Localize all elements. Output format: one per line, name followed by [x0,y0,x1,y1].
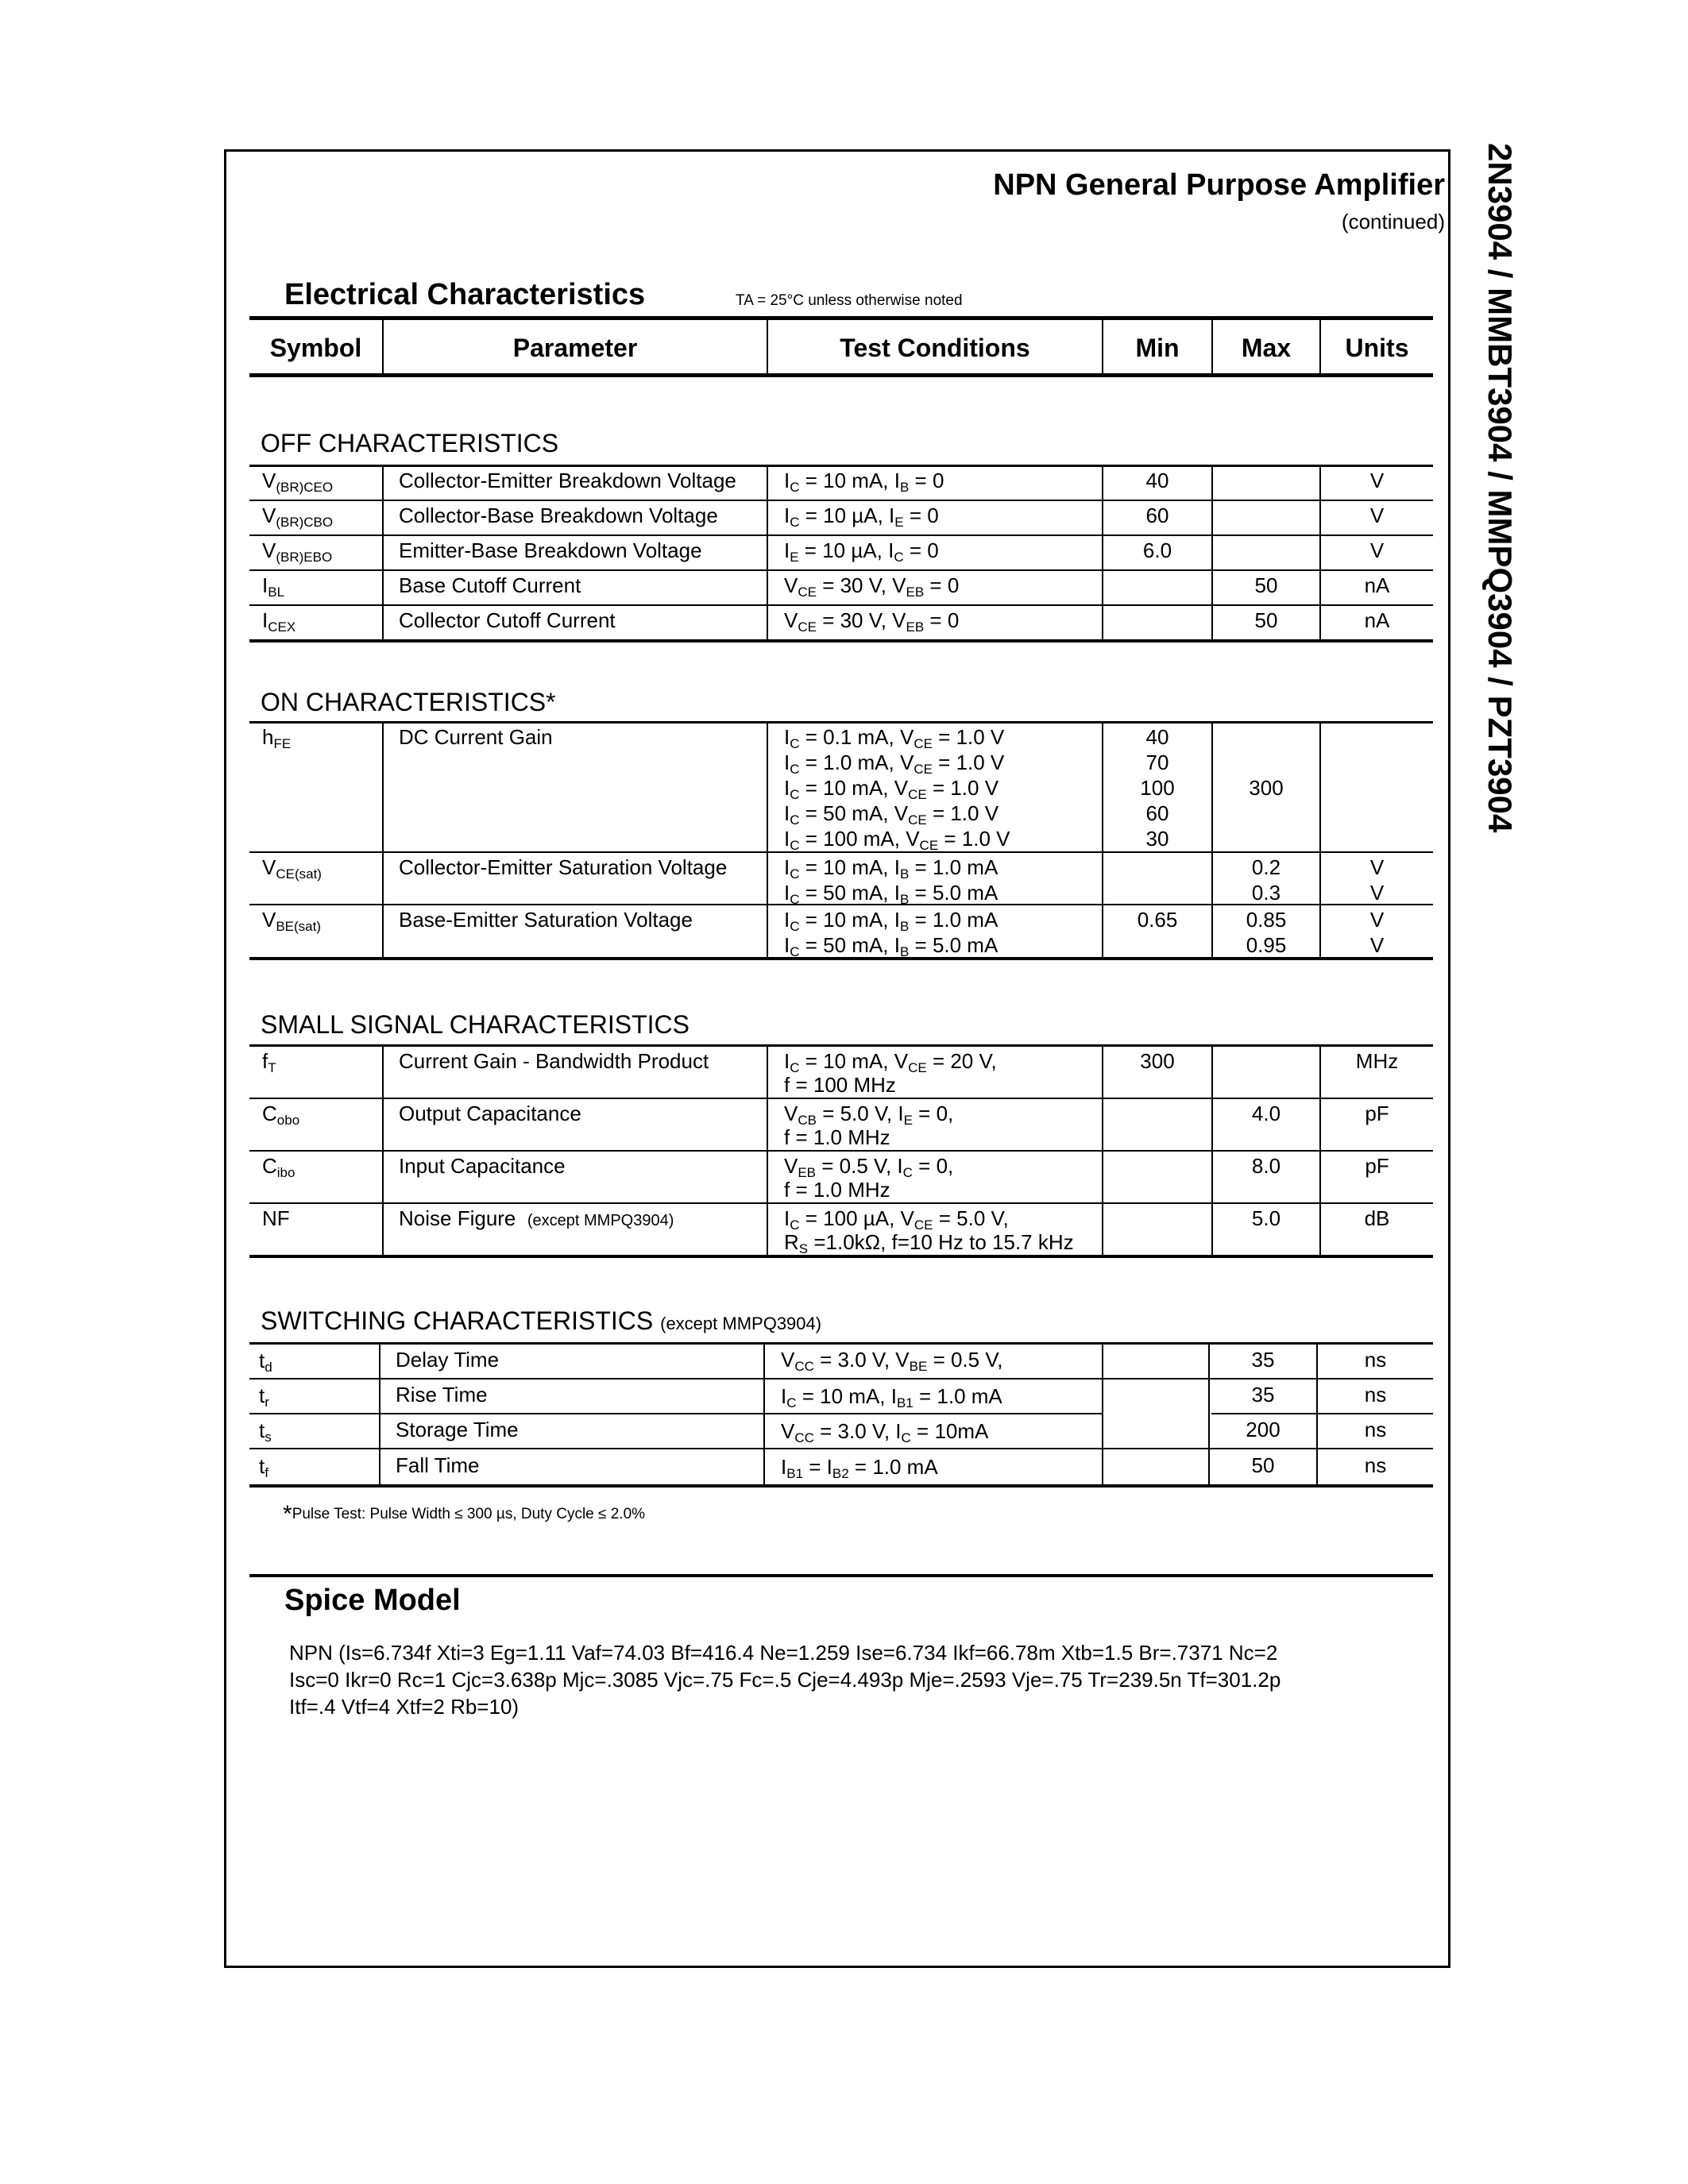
units: pF [1365,1102,1389,1125]
col-divider [382,466,384,641]
test-condition: $V_{CE} = 30$ V, $V_{EB} = 0$ [784,608,960,635]
units: ns [1364,1418,1387,1441]
symbol: $t_s$ [259,1418,272,1445]
rule [249,851,1433,853]
units: ns [1364,1453,1387,1477]
section-switching: SWITCHING CHARACTERISTICS (except MMPQ3904) [261,1306,822,1335]
max-value: 50 [1251,1453,1275,1477]
parameter: Fall Time [396,1453,480,1477]
test-condition: $V_{CE} = 30$ V, $V_{EB} = 0$ [784,573,960,600]
test-condition: f = 1.0 MHz [784,1178,890,1202]
test-condition: f = 100 MHz [784,1073,896,1097]
parameter: Output Capacitance [399,1102,581,1125]
conditions-note: TA = 25°C unless otherwise noted [736,292,963,309]
col-divider [767,466,768,641]
units: V [1369,469,1385,492]
min-value: 60 [1145,801,1169,825]
col-header-units: Units [1345,334,1409,362]
min-value: 0.65 [1137,908,1178,932]
rule [249,373,1433,377]
rule [249,1342,1433,1345]
col-divider [767,723,768,959]
test-condition: $V_{EB} = 0.5$ V, $I_C = 0$, [784,1154,954,1180]
symbol: $V_{(BR)EBO}$ [262,538,333,565]
rule [249,465,1433,467]
rule [249,500,1433,501]
col-header-max: Max [1241,334,1292,362]
units: V [1369,538,1385,562]
min-value: 40 [1145,469,1169,492]
test-condition: $V_{CB} = 5.0$ V, $I_E = 0$, [784,1102,954,1128]
min-value: 40 [1145,725,1169,749]
rule [249,639,1433,642]
rule [249,1150,1433,1152]
units: V [1369,855,1385,879]
col-divider [1102,1344,1103,1486]
rule [249,316,1433,320]
units: dB [1364,1206,1390,1230]
symbol: $V_{BE(sat)}$ [262,908,322,934]
col-divider [763,1344,765,1486]
max-value: 5.0 [1251,1206,1281,1230]
spice-title: Spice Model [284,1584,461,1617]
max-value: 8.0 [1251,1154,1281,1178]
pulse-footnote: *Pulse Test: Pulse Width ≤ 300 µs, Duty Cycle ≤ 2.0% [283,1501,646,1527]
symbol: NF [262,1206,290,1230]
parameter: Emitter-Base Breakdown Voltage [399,538,702,562]
units: V [1369,881,1385,905]
test-condition: $I_C = 10$ µA, $I_E = 0$ [784,504,939,530]
rule [249,1574,1433,1577]
min-value: 60 [1145,504,1169,527]
symbol: $t_d$ [259,1349,272,1375]
test-condition: $I_C = 0.1$ mA, $V_{CE} = 1.0$ V $I_C = 1.0$ mA, $V_{CE} = 1.0$ V $I_C = 10$ mA, $V_{CE} = 1.0$ V $I_C = 50$ mA, $V_{CE} = 1.0$ V $I_C = 100$ mA, $V_{CE} = 1.0$ V [784,725,1010,853]
test-condition: $I_C = 10$ mA, $I_{B1} = 1.0$ mA [781,1384,1002,1410]
test-condition: $V_{CC} = 3.0$ V, $I_C = 10mA$ [781,1419,989,1445]
section-title: Electrical Characteristics [284,278,646,311]
rule [1211,1413,1433,1414]
symbol: $t_r$ [259,1383,269,1410]
col-divider [1102,1046,1103,1256]
max-value: 35 [1251,1348,1275,1372]
parameter: Rise Time [396,1383,488,1406]
max-value: 0.2 [1251,855,1281,879]
section-off: OFF CHARACTERISTICS [261,429,559,457]
spice-line: Itf=.4 Vtf=4 Xtf=2 Rb=10) [289,1695,520,1719]
symbol: $h_{FE}$ [262,725,292,751]
max-value: 50 [1254,573,1278,597]
units: V [1369,933,1385,957]
col-header-conditions: Test Conditions [840,334,1030,362]
rule [249,1413,1102,1414]
rule [249,1378,1433,1379]
symbol: $I_{CEX}$ [262,608,296,635]
parameter: Storage Time [396,1418,519,1441]
symbol: $C_{ibo}$ [262,1154,295,1180]
max-value: 4.0 [1251,1102,1281,1125]
rule [249,1484,1433,1488]
rule [249,1255,1433,1258]
max-value: 300 [1249,776,1284,800]
rule [249,534,1433,536]
parameter: Collector-Emitter Saturation Voltage [399,855,728,879]
symbol: $C_{obo}$ [262,1102,300,1128]
side-part-numbers: 2N3904 / MMBT3904 / MMPQ3904 / PZT3904 [1481,143,1519,833]
test-condition: $V_{CC} = 3.0$ V, $V_{BE} = 0.5$ V, [781,1348,1003,1374]
test-condition: $I_C = 10$ mA, $I_B = 1.0$ mA $I_C = 50$ mA, $I_B = 5.0$ mA [784,908,999,959]
section-small-signal: SMALL SIGNAL CHARACTERISTICS [261,1010,689,1039]
col-divider [767,1046,768,1256]
test-condition: $I_{B1} = I_{B2} = 1.0$ mA [781,1455,938,1481]
rule [249,1044,1433,1047]
rule [249,604,1433,606]
symbol: $V_{(BR)CEO}$ [262,469,334,495]
max-value: 0.95 [1246,933,1287,957]
test-condition: f = 1.0 MHz [784,1125,890,1149]
symbol: $t_f$ [259,1454,268,1480]
min-value: 70 [1145,751,1169,774]
min-value: 300 [1140,1049,1175,1073]
units: pF [1365,1154,1389,1178]
col-divider [379,1344,380,1486]
min-value: 30 [1145,827,1169,851]
parameter: Collector-Emitter Breakdown Voltage [399,469,736,492]
section-on: ON CHARACTERISTICS* [261,688,556,716]
rule [249,1448,1433,1449]
units: ns [1364,1348,1387,1372]
test-condition: $I_E = 10$ µA, $I_C = 0$ [784,538,939,565]
test-condition: $I_C = 10$ mA, $I_B = 0$ [784,469,944,495]
parameter: Noise Figure (except MMPQ3904) [399,1206,674,1230]
max-value: 50 [1254,608,1278,632]
col-divider [382,1046,384,1256]
col-header-symbol: Symbol [269,334,362,362]
col-header-min: Min [1135,334,1180,362]
col-header-parameter: Parameter [512,334,638,362]
parameter: Base-Emitter Saturation Voltage [399,908,693,932]
parameter: Current Gain - Bandwidth Product [399,1049,709,1073]
units: V [1369,504,1385,527]
parameter: Base Cutoff Current [399,573,581,597]
symbol: $V_{(BR)CBO}$ [262,504,334,530]
col-divider [382,723,384,959]
parameter: Input Capacitance [399,1154,566,1178]
page-subtitle: (continued) [1341,210,1445,233]
symbol: $I_{BL}$ [262,573,285,600]
test-condition: $I_C = 100$ µA, $V_{CE} = 5.0$ V, [784,1206,1009,1233]
rule [249,1202,1433,1204]
parameter: DC Current Gain [399,725,553,749]
rule [249,569,1433,571]
parameter: Collector-Base Breakdown Voltage [399,504,718,527]
units: nA [1364,573,1390,597]
test-condition: $I_C = 10$ mA, $I_B = 1.0$ mA $I_C = 50$ mA, $I_B = 5.0$ mA [784,855,999,907]
units: nA [1364,608,1390,632]
rule [249,721,1433,723]
max-value: 35 [1251,1383,1275,1406]
rule [249,1098,1433,1099]
spice-line: NPN (Is=6.734f Xti=3 Eg=1.11 Vaf=74.03 Bf=416.4 Ne=1.259 Ise=6.734 Ikf=66.78m Xtb=1.5 Br=.7371 Nc=2 [289,1641,1278,1665]
spice-line: Isc=0 Ikr=0 Rc=1 Cjc=3.638p Mjc=.3085 Vjc=.75 Fc=.5 Cje=4.493p Mje=.2593 Vje=.75 Tr=239.5n Tf=301.2p [289,1668,1281,1692]
max-value: 200 [1246,1418,1280,1441]
parameter: Collector Cutoff Current [399,608,616,632]
page-title: NPN General Purpose Amplifier [993,168,1445,202]
units: MHz [1355,1049,1399,1073]
max-value: 0.85 [1246,908,1287,932]
units: ns [1364,1383,1387,1406]
min-value: 100 [1140,776,1175,800]
test-condition: $R_S =1.0k\Omega$, f=10 Hz to 15.7 kHz [784,1230,1074,1256]
min-value: 6.0 [1142,538,1172,562]
symbol: $V_{CE(sat)}$ [262,855,322,882]
units: V [1369,908,1385,932]
max-value: 0.3 [1251,881,1281,905]
symbol: $f_T$ [262,1049,276,1075]
parameter: Delay Time [396,1348,500,1372]
test-condition: $I_C = 10$ mA, $V_{CE} = 20$ V, [784,1049,997,1075]
